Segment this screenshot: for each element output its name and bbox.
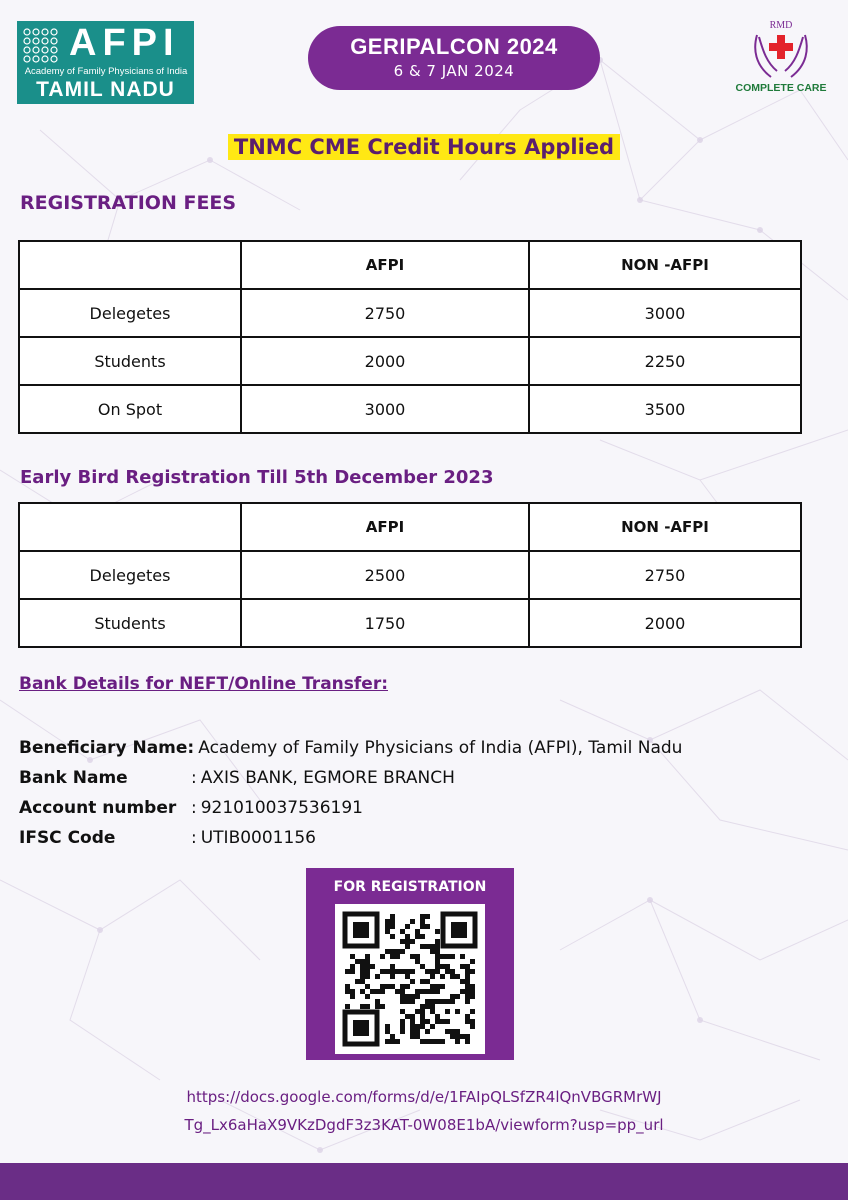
separator: :	[191, 828, 197, 848]
afpi-fee-cell: 2500	[241, 551, 529, 599]
beneficiary-label: Beneficiary Name:	[19, 738, 195, 758]
footer-bar	[0, 1163, 848, 1200]
afpi-chapter: TAMIL NADU	[36, 78, 175, 101]
category-cell: Delegetes	[19, 551, 241, 599]
registration-fees-table	[18, 240, 802, 434]
bank-details-title: Bank Details for NEFT/Online Transfer:	[19, 674, 388, 694]
afpi-fee-cell: 1750	[241, 599, 529, 647]
non-afpi-fee-cell: 2000	[529, 599, 801, 647]
category-cell: Students	[19, 599, 241, 647]
table-header-row	[19, 503, 801, 551]
table-row	[19, 551, 801, 599]
early-bird-table	[18, 502, 802, 648]
event-name: GERIPALCON 2024	[350, 34, 558, 59]
table-row	[19, 289, 801, 337]
non-afpi-fee-cell: 2250	[529, 337, 801, 385]
beneficiary-value: Academy of Family Physicians of India (AFPI), Tamil Nadu	[198, 738, 683, 758]
bank-name-row	[19, 763, 682, 793]
table-row	[19, 337, 801, 385]
qr-label: FOR REGISTRATION	[333, 879, 487, 895]
event-banner	[308, 26, 600, 90]
caring-hands-icon	[749, 31, 813, 81]
bank-details	[19, 733, 682, 853]
account-value: 921010037536191	[200, 798, 363, 818]
dot-grid-icon	[22, 27, 62, 67]
table-row	[19, 385, 801, 433]
qr-code-icon[interactable]	[335, 904, 485, 1054]
afpi-fee-cell: 2750	[241, 289, 529, 337]
url-line-1[interactable]: https://docs.google.com/forms/d/e/1FAIpQLSfZR4lQnVBGRMrWJ	[186, 1088, 662, 1106]
ifsc-label: IFSC Code	[19, 828, 116, 848]
separator: :	[191, 768, 197, 788]
rmd-logo	[726, 18, 836, 104]
category-cell: Students	[19, 337, 241, 385]
afpi-logo	[17, 21, 194, 104]
bank-name-value: AXIS BANK, EGMORE BRANCH	[200, 768, 455, 788]
rmd-caption: COMPLETE CARE	[735, 82, 827, 94]
separator: :	[191, 798, 197, 818]
category-cell: Delegetes	[19, 289, 241, 337]
non-afpi-fee-cell: 3500	[529, 385, 801, 433]
table-header-row	[19, 241, 801, 289]
header-cell-afpi: AFPI	[241, 241, 529, 289]
beneficiary-row	[19, 733, 682, 763]
event-dates: 6 & 7 JAN 2024	[393, 62, 515, 80]
registration-fees-title: REGISTRATION FEES	[20, 192, 237, 214]
header-cell-empty	[19, 503, 241, 551]
afpi-fee-cell: 3000	[241, 385, 529, 433]
rmd-text: RMD	[769, 20, 793, 31]
header-cell-non-afpi: NON -AFPI	[529, 241, 801, 289]
header-cell-empty	[19, 241, 241, 289]
header-cell-afpi: AFPI	[241, 503, 529, 551]
early-bird-title: Early Bird Registration Till 5th December 2023	[20, 467, 494, 488]
non-afpi-fee-cell: 3000	[529, 289, 801, 337]
category-cell: On Spot	[19, 385, 241, 433]
registration-qr-box[interactable]	[306, 868, 514, 1060]
afpi-acronym: AFPI	[69, 22, 180, 64]
afpi-fee-cell: 2000	[241, 337, 529, 385]
registration-url[interactable]	[0, 1083, 848, 1139]
cme-text: TNMC CME Credit Hours Applied	[228, 134, 620, 160]
table-row	[19, 599, 801, 647]
header-cell-non-afpi: NON -AFPI	[529, 503, 801, 551]
account-label: Account number	[19, 798, 177, 818]
ifsc-row	[19, 823, 682, 853]
cme-banner	[0, 135, 848, 159]
afpi-full-name: Academy of Family Physicians of India	[24, 66, 188, 77]
account-row	[19, 793, 682, 823]
bank-name-label: Bank Name	[19, 768, 128, 788]
ifsc-value: UTIB0001156	[200, 828, 316, 848]
url-line-2[interactable]: Tg_Lx6aHaX9VKzDgdF3z3KAT-0W08E1bA/viewform?usp=pp_url	[184, 1116, 664, 1134]
non-afpi-fee-cell: 2750	[529, 551, 801, 599]
